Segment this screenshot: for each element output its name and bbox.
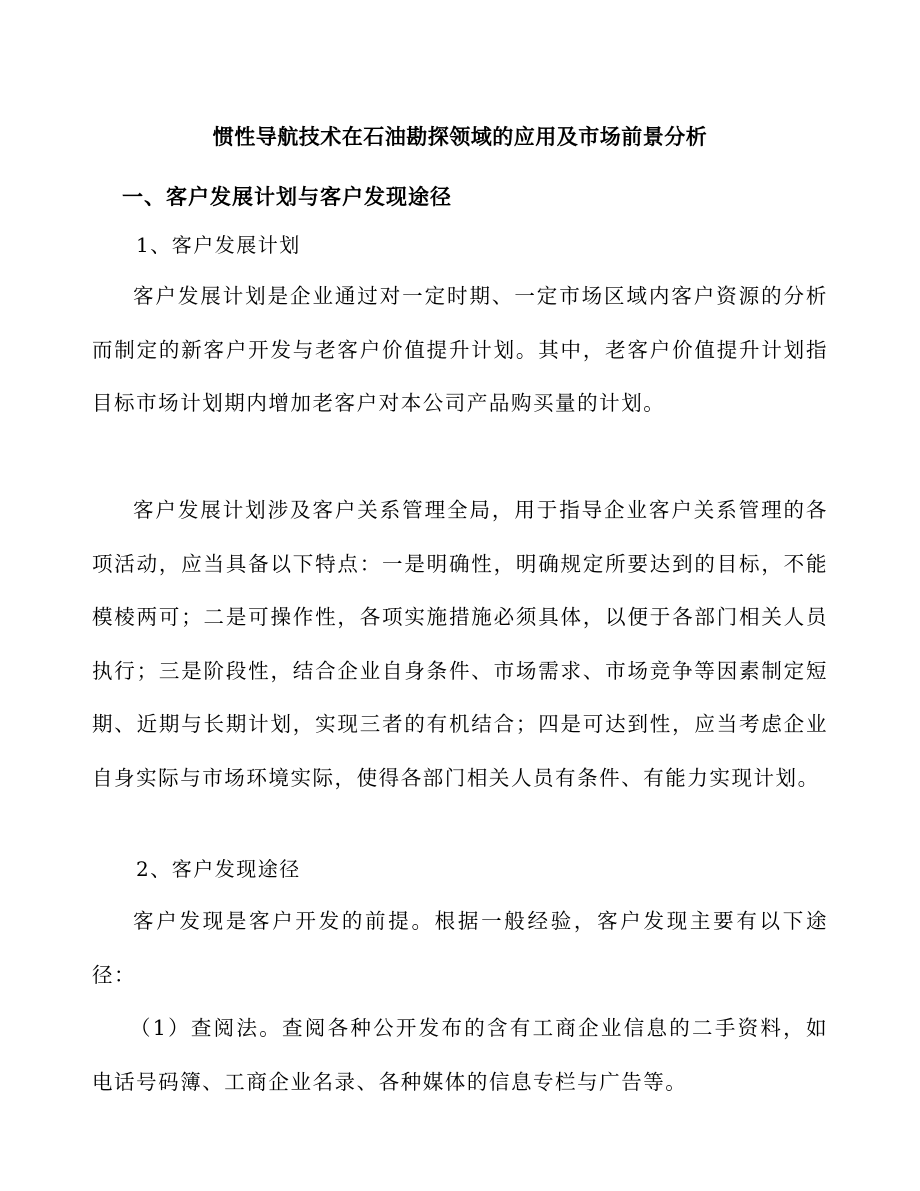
- paragraph-customer-plan-definition: 客户发展计划是企业通过对一定时期、一定市场区域内客户资源的分析而制定的新客户开发与老客户价值提升计划。其中，老客户价值提升计划指目标市场计划期内增加老客户对本公司产品购买量的计划。: [92, 284, 828, 415]
- paragraph-customer-discovery-intro: 客户发现是客户开发的前提。根据一般经验，客户发现主要有以下途径：: [92, 909, 828, 987]
- subsection-heading-2: 2、客户发现途径: [136, 857, 301, 881]
- paragraph-customer-plan-features: 客户发展计划涉及客户关系管理全局，用于指导企业客户关系管理的各项活动，应当具备以下特点：一是明确性，明确规定所要达到的目标，不能模棱两可；二是可操作性，各项实施措施必须具体，以便于各部门相关人员执行；三是阶段性，结合企业自身条件、市场需求、市场竞争等因素制定短期、近期与长期计划，实现三者的有机结合；四是可达到性，应当考虑企业自身实际与市场环境实际，使得各部门相关人员有条件、有能力实现计划。: [92, 498, 828, 790]
- subsection-heading-1: 1、客户发展计划: [136, 233, 301, 257]
- paragraph-lookup-method: （1）查阅法。查阅各种公开发布的含有工商企业信息的二手资料，如电话号码簿、工商企业名录、各种媒体的信息专栏与广告等。: [92, 1016, 828, 1094]
- document-title: 惯性导航技术在石油勘探领域的应用及市场前景分析: [212, 124, 708, 149]
- section-heading-1: 一、客户发展计划与客户发现途径: [122, 184, 452, 209]
